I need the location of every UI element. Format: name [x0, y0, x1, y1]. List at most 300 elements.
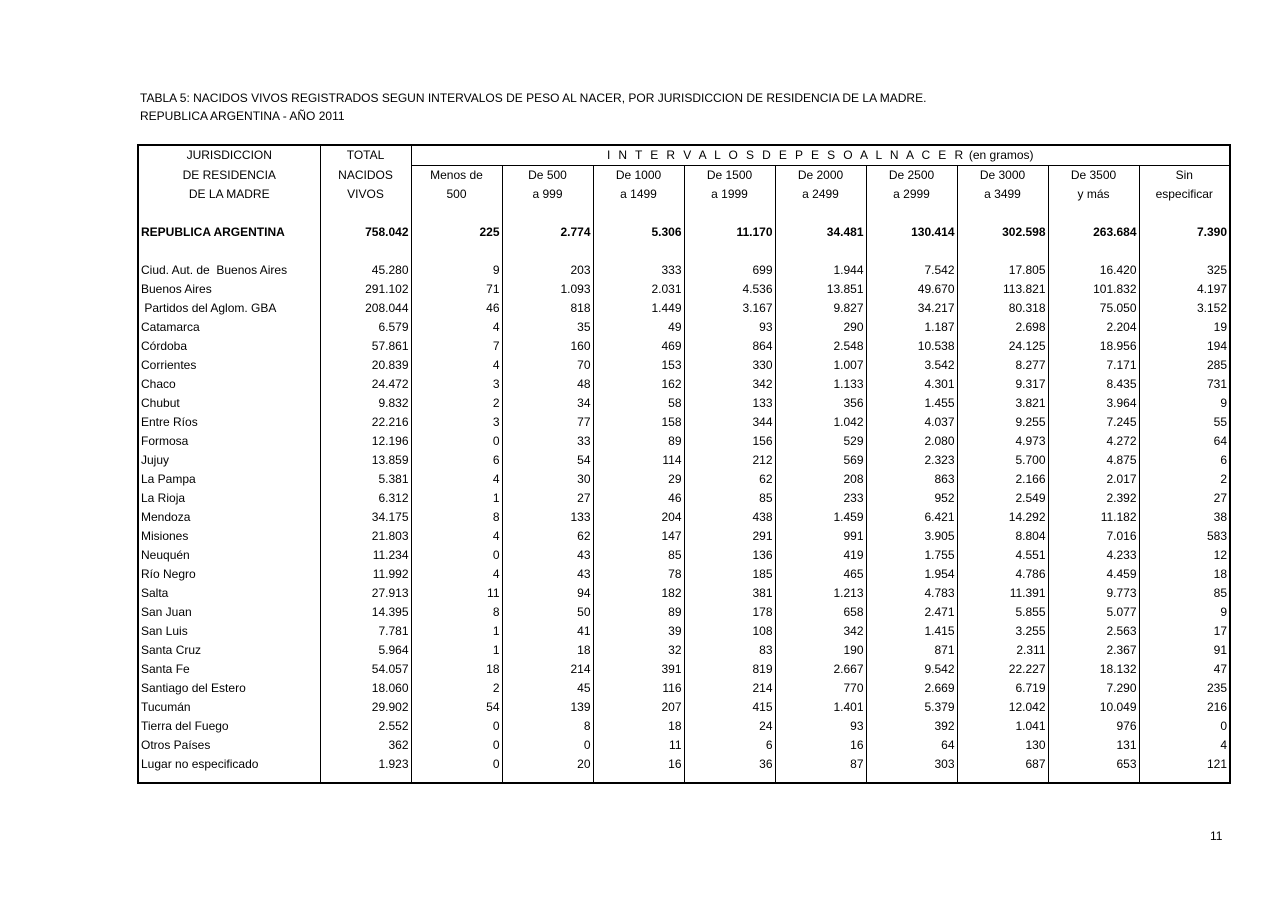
cell-value: 47: [1139, 660, 1230, 679]
cell-value: 89: [593, 432, 684, 451]
cell-value: 2.080: [866, 432, 957, 451]
cell-value: 54: [502, 451, 593, 470]
row-label: Catamarca: [138, 318, 320, 337]
cell-value: 4.197: [1139, 280, 1230, 299]
cell-value: 770: [775, 679, 866, 698]
cell-value: 302.598: [957, 223, 1048, 242]
cell-value: 11: [593, 736, 684, 755]
cell-value: 48: [502, 375, 593, 394]
table-row: [138, 470, 1230, 489]
row-label: Chubut: [138, 394, 320, 413]
cell-value: 731: [1139, 375, 1230, 394]
header-col: De 500: [502, 166, 593, 186]
cell-value: 75.050: [1048, 299, 1139, 318]
cell-value: 1.944: [775, 261, 866, 280]
cell-value: 381: [684, 584, 775, 603]
cell-value: 208: [775, 470, 866, 489]
header-intervals-unit: (en gramos): [968, 148, 1034, 162]
table-row: [138, 584, 1230, 603]
cell-total: 18.060: [320, 679, 411, 698]
header-col: De 2500: [866, 166, 957, 186]
header-row-1: [138, 145, 1230, 166]
cell-value: 4.536: [684, 280, 775, 299]
cell-value: 190: [775, 641, 866, 660]
header-row-2: [138, 166, 1230, 186]
cell-value: 7.542: [866, 261, 957, 280]
cell-value: 27: [1139, 489, 1230, 508]
cell-total: 24.472: [320, 375, 411, 394]
table-row: [138, 565, 1230, 584]
cell-value: 71: [411, 280, 502, 299]
table-row: [138, 413, 1230, 432]
header-total-2: NACIDOS: [320, 166, 411, 186]
cell-value: 3.255: [957, 622, 1048, 641]
cell-value: 93: [684, 318, 775, 337]
table-row: [138, 280, 1230, 299]
cell-value: 2.471: [866, 603, 957, 622]
header-intervals: [411, 145, 1230, 166]
cell-value: 290: [775, 318, 866, 337]
cell-value: 18.132: [1048, 660, 1139, 679]
cell-value: 38: [1139, 508, 1230, 527]
cell-value: 58: [593, 394, 684, 413]
cell-value: 6.421: [866, 508, 957, 527]
row-label: Jujuy: [138, 451, 320, 470]
cell-value: 121: [1139, 755, 1230, 774]
cell-total: 57.861: [320, 337, 411, 356]
cell-value: 131: [1048, 736, 1139, 755]
cell-value: 29: [593, 470, 684, 489]
cell-value: 130.414: [866, 223, 957, 242]
table-row: [138, 755, 1230, 774]
cell-value: 13.851: [775, 280, 866, 299]
cell-value: 113.821: [957, 280, 1048, 299]
table-row: [138, 622, 1230, 641]
cell-value: 8: [502, 717, 593, 736]
cell-value: 80.318: [957, 299, 1048, 318]
cell-value: 342: [775, 622, 866, 641]
cell-value: 32: [593, 641, 684, 660]
header-col: De 3500: [1048, 166, 1139, 186]
row-label: Río Negro: [138, 565, 320, 584]
row-label: Tucumán: [138, 698, 320, 717]
cell-value: 4: [411, 318, 502, 337]
cell-value: 1: [411, 622, 502, 641]
row-label: San Luis: [138, 622, 320, 641]
table-row: [138, 261, 1230, 280]
cell-value: 41: [502, 622, 593, 641]
cell-value: 6: [1139, 451, 1230, 470]
row-label: Entre Ríos: [138, 413, 320, 432]
cell-value: 207: [593, 698, 684, 717]
cell-value: 0: [411, 755, 502, 774]
header-jurisdiction-2: DE RESIDENCIA: [138, 166, 320, 186]
cell-value: 1.459: [775, 508, 866, 527]
cell-value: 139: [502, 698, 593, 717]
row-label: Mendoza: [138, 508, 320, 527]
table-row: [138, 717, 1230, 736]
table-row: [138, 451, 1230, 470]
cell-value: 1.415: [866, 622, 957, 641]
cell-value: 39: [593, 622, 684, 641]
table-row: [138, 508, 1230, 527]
cell-value: 147: [593, 527, 684, 546]
cell-value: 10.049: [1048, 698, 1139, 717]
cell-value: 9.827: [775, 299, 866, 318]
header-col: De 1000: [593, 166, 684, 186]
cell-value: 864: [684, 337, 775, 356]
cell-value: 16: [775, 736, 866, 755]
cell-value: 178: [684, 603, 775, 622]
cell-total: 11.234: [320, 546, 411, 565]
cell-value: 34.481: [775, 223, 866, 242]
table-row: [138, 375, 1230, 394]
cell-total: 54.057: [320, 660, 411, 679]
cell-value: 18: [1139, 565, 1230, 584]
row-label: Partidos del Aglom. GBA: [138, 299, 320, 318]
cell-total: 758.042: [320, 223, 411, 242]
cell-value: 438: [684, 508, 775, 527]
cell-value: 4.875: [1048, 451, 1139, 470]
row-label: Neuquén: [138, 546, 320, 565]
cell-value: 342: [684, 375, 775, 394]
cell-value: 4: [1139, 736, 1230, 755]
page-number: 11: [1210, 829, 1223, 843]
cell-value: 1: [411, 641, 502, 660]
cell-value: 214: [684, 679, 775, 698]
cell-total: 5.964: [320, 641, 411, 660]
cell-value: 3: [411, 375, 502, 394]
cell-value: 8.435: [1048, 375, 1139, 394]
cell-value: 4.783: [866, 584, 957, 603]
cell-value: 952: [866, 489, 957, 508]
table-row: [138, 394, 1230, 413]
cell-total: 21.803: [320, 527, 411, 546]
cell-value: 203: [502, 261, 593, 280]
cell-value: 85: [1139, 584, 1230, 603]
cell-value: 9.255: [957, 413, 1048, 432]
cell-value: 158: [593, 413, 684, 432]
cell-value: 2.311: [957, 641, 1048, 660]
cell-total: 29.902: [320, 698, 411, 717]
cell-total: 208.044: [320, 299, 411, 318]
cell-total: 7.781: [320, 622, 411, 641]
row-label: Santa Cruz: [138, 641, 320, 660]
cell-value: 101.832: [1048, 280, 1139, 299]
cell-value: 4.459: [1048, 565, 1139, 584]
birth-weight-table: [137, 144, 1231, 784]
cell-value: 4: [411, 565, 502, 584]
table-row: [138, 641, 1230, 660]
cell-value: 419: [775, 546, 866, 565]
cell-value: 3.152: [1139, 299, 1230, 318]
cell-total: 2.552: [320, 717, 411, 736]
cell-value: 9.317: [957, 375, 1048, 394]
row-label: Santiago del Estero: [138, 679, 320, 698]
cell-total: 291.102: [320, 280, 411, 299]
cell-value: 2.774: [502, 223, 593, 242]
row-label: Tierra del Fuego: [138, 717, 320, 736]
cell-total: 362: [320, 736, 411, 755]
cell-value: 2.166: [957, 470, 1048, 489]
cell-value: 2.563: [1048, 622, 1139, 641]
cell-value: 94: [502, 584, 593, 603]
cell-value: 18: [411, 660, 502, 679]
cell-value: 2.031: [593, 280, 684, 299]
cell-value: 11.170: [684, 223, 775, 242]
header-jurisdiction: JURISDICCION: [138, 145, 320, 166]
row-label: La Rioja: [138, 489, 320, 508]
cell-total: 5.381: [320, 470, 411, 489]
cell-value: 2.667: [775, 660, 866, 679]
cell-value: 583: [1139, 527, 1230, 546]
table-row: [138, 489, 1230, 508]
cell-value: 91: [1139, 641, 1230, 660]
cell-value: 11.391: [957, 584, 1048, 603]
table-row: [138, 603, 1230, 622]
header-col-sub: a 1499: [593, 185, 684, 204]
cell-value: 3.821: [957, 394, 1048, 413]
cell-value: 7: [411, 337, 502, 356]
cell-total: 12.196: [320, 432, 411, 451]
cell-value: 285: [1139, 356, 1230, 375]
cell-total: 11.992: [320, 565, 411, 584]
cell-value: 8.804: [957, 527, 1048, 546]
cell-value: 7.290: [1048, 679, 1139, 698]
cell-value: 87: [775, 755, 866, 774]
header-col: Sin: [1139, 166, 1230, 186]
cell-value: 3.905: [866, 527, 957, 546]
cell-value: 2: [411, 679, 502, 698]
header-col: Menos de: [411, 166, 502, 186]
row-label: REPUBLICA ARGENTINA: [138, 223, 320, 242]
cell-value: 0: [502, 736, 593, 755]
header-col-sub: y más: [1048, 185, 1139, 204]
cell-value: 182: [593, 584, 684, 603]
cell-value: 54: [411, 698, 502, 717]
cell-value: 233: [775, 489, 866, 508]
cell-value: 24.125: [957, 337, 1048, 356]
cell-value: 2.367: [1048, 641, 1139, 660]
row-label: Ciud. Aut. de Buenos Aires: [138, 261, 320, 280]
cell-value: 465: [775, 565, 866, 584]
cell-value: 0: [411, 546, 502, 565]
cell-value: 89: [593, 603, 684, 622]
cell-value: 569: [775, 451, 866, 470]
row-label: Córdoba: [138, 337, 320, 356]
header-col-sub: a 3499: [957, 185, 1048, 204]
cell-value: 1.455: [866, 394, 957, 413]
cell-value: 43: [502, 546, 593, 565]
cell-value: 0: [411, 717, 502, 736]
cell-value: 2: [1139, 470, 1230, 489]
cell-value: 4: [411, 356, 502, 375]
cell-value: 18.956: [1048, 337, 1139, 356]
cell-value: 392: [866, 717, 957, 736]
cell-value: 216: [1139, 698, 1230, 717]
table-row: [138, 660, 1230, 679]
cell-total: 45.280: [320, 261, 411, 280]
cell-value: 863: [866, 470, 957, 489]
cell-total: 6.579: [320, 318, 411, 337]
cell-value: 64: [1139, 432, 1230, 451]
cell-value: 78: [593, 565, 684, 584]
row-label: Otros Países: [138, 736, 320, 755]
cell-value: 133: [684, 394, 775, 413]
cell-value: 133: [502, 508, 593, 527]
cell-value: 204: [593, 508, 684, 527]
cell-value: 62: [502, 527, 593, 546]
row-label: Corrientes: [138, 356, 320, 375]
cell-value: 1.954: [866, 565, 957, 584]
table-row: [138, 679, 1230, 698]
cell-value: 819: [684, 660, 775, 679]
cell-value: 330: [684, 356, 775, 375]
cell-value: 45: [502, 679, 593, 698]
cell-value: 49: [593, 318, 684, 337]
cell-value: 9.773: [1048, 584, 1139, 603]
table-row: [138, 356, 1230, 375]
cell-value: 1.755: [866, 546, 957, 565]
cell-value: 153: [593, 356, 684, 375]
cell-value: 687: [957, 755, 1048, 774]
header-col: De 3000: [957, 166, 1048, 186]
cell-value: 214: [502, 660, 593, 679]
cell-value: 160: [502, 337, 593, 356]
total-row: [138, 223, 1230, 242]
cell-value: 5.855: [957, 603, 1048, 622]
cell-value: 6: [411, 451, 502, 470]
cell-value: 6.719: [957, 679, 1048, 698]
cell-value: 7.016: [1048, 527, 1139, 546]
cell-value: 212: [684, 451, 775, 470]
row-label: Misiones: [138, 527, 320, 546]
header-col-sub: a 2499: [775, 185, 866, 204]
cell-value: 36: [684, 755, 775, 774]
table-row: [138, 432, 1230, 451]
cell-value: 116: [593, 679, 684, 698]
cell-value: 46: [411, 299, 502, 318]
cell-value: 46: [593, 489, 684, 508]
cell-value: 10.538: [866, 337, 957, 356]
spacer-row: [138, 774, 1230, 783]
cell-value: 1.093: [502, 280, 593, 299]
cell-total: 9.832: [320, 394, 411, 413]
cell-value: 325: [1139, 261, 1230, 280]
cell-value: 114: [593, 451, 684, 470]
cell-value: 9.542: [866, 660, 957, 679]
row-label: Salta: [138, 584, 320, 603]
cell-value: 17: [1139, 622, 1230, 641]
cell-value: 4.786: [957, 565, 1048, 584]
spacer-row: [138, 242, 1230, 261]
cell-value: 658: [775, 603, 866, 622]
cell-value: 7.390: [1139, 223, 1230, 242]
cell-value: 34.217: [866, 299, 957, 318]
cell-value: 7.171: [1048, 356, 1139, 375]
cell-value: 83: [684, 641, 775, 660]
cell-value: 20: [502, 755, 593, 774]
cell-value: 5.700: [957, 451, 1048, 470]
cell-value: 130: [957, 736, 1048, 755]
header-total-3: VIVOS: [320, 185, 411, 204]
cell-value: 5.077: [1048, 603, 1139, 622]
cell-value: 18: [502, 641, 593, 660]
cell-value: 55: [1139, 413, 1230, 432]
cell-value: 27: [502, 489, 593, 508]
header-col-sub: a 1999: [684, 185, 775, 204]
cell-total: 14.395: [320, 603, 411, 622]
cell-value: 7.245: [1048, 413, 1139, 432]
cell-value: 6: [684, 736, 775, 755]
row-label: Buenos Aires: [138, 280, 320, 299]
row-label: San Juan: [138, 603, 320, 622]
cell-value: 344: [684, 413, 775, 432]
cell-value: 64: [866, 736, 957, 755]
cell-value: 62: [684, 470, 775, 489]
cell-value: 8: [411, 603, 502, 622]
cell-value: 1.213: [775, 584, 866, 603]
cell-value: 108: [684, 622, 775, 641]
cell-value: 2: [411, 394, 502, 413]
cell-value: 0: [1139, 717, 1230, 736]
header-col: De 2000: [775, 166, 866, 186]
cell-value: 1.449: [593, 299, 684, 318]
cell-value: 4: [411, 527, 502, 546]
spacer-row: [138, 204, 1230, 223]
cell-value: 1.187: [866, 318, 957, 337]
row-label: Formosa: [138, 432, 320, 451]
table-title: TABLA 5: NACIDOS VIVOS REGISTRADOS SEGUN INTERVALOS DE PESO AL NACER, POR JURISDICCION DE RESIDENCIA DE LA MADRE.: [140, 91, 927, 105]
cell-value: 5.379: [866, 698, 957, 717]
cell-value: 11.182: [1048, 508, 1139, 527]
cell-value: 16: [593, 755, 684, 774]
cell-value: 162: [593, 375, 684, 394]
header-total: TOTAL: [320, 145, 411, 166]
cell-value: 469: [593, 337, 684, 356]
cell-value: 4.551: [957, 546, 1048, 565]
table-row: [138, 736, 1230, 755]
table-row: [138, 527, 1230, 546]
cell-value: 818: [502, 299, 593, 318]
cell-value: 976: [1048, 717, 1139, 736]
cell-value: 4.233: [1048, 546, 1139, 565]
cell-value: 1.042: [775, 413, 866, 432]
cell-value: 225: [411, 223, 502, 242]
cell-value: 24: [684, 717, 775, 736]
cell-value: 17.805: [957, 261, 1048, 280]
cell-value: 3.167: [684, 299, 775, 318]
cell-value: 3.542: [866, 356, 957, 375]
table-body: [138, 145, 1230, 783]
table-row: [138, 299, 1230, 318]
cell-total: 13.859: [320, 451, 411, 470]
cell-value: 871: [866, 641, 957, 660]
cell-value: 356: [775, 394, 866, 413]
cell-value: 85: [684, 489, 775, 508]
table-row: [138, 318, 1230, 337]
cell-total: 20.839: [320, 356, 411, 375]
cell-value: 2.549: [957, 489, 1048, 508]
cell-value: 9: [411, 261, 502, 280]
cell-value: 2.204: [1048, 318, 1139, 337]
cell-value: 699: [684, 261, 775, 280]
cell-value: 18: [593, 717, 684, 736]
cell-value: 0: [411, 736, 502, 755]
cell-value: 303: [866, 755, 957, 774]
cell-value: 9: [1139, 394, 1230, 413]
cell-value: 156: [684, 432, 775, 451]
